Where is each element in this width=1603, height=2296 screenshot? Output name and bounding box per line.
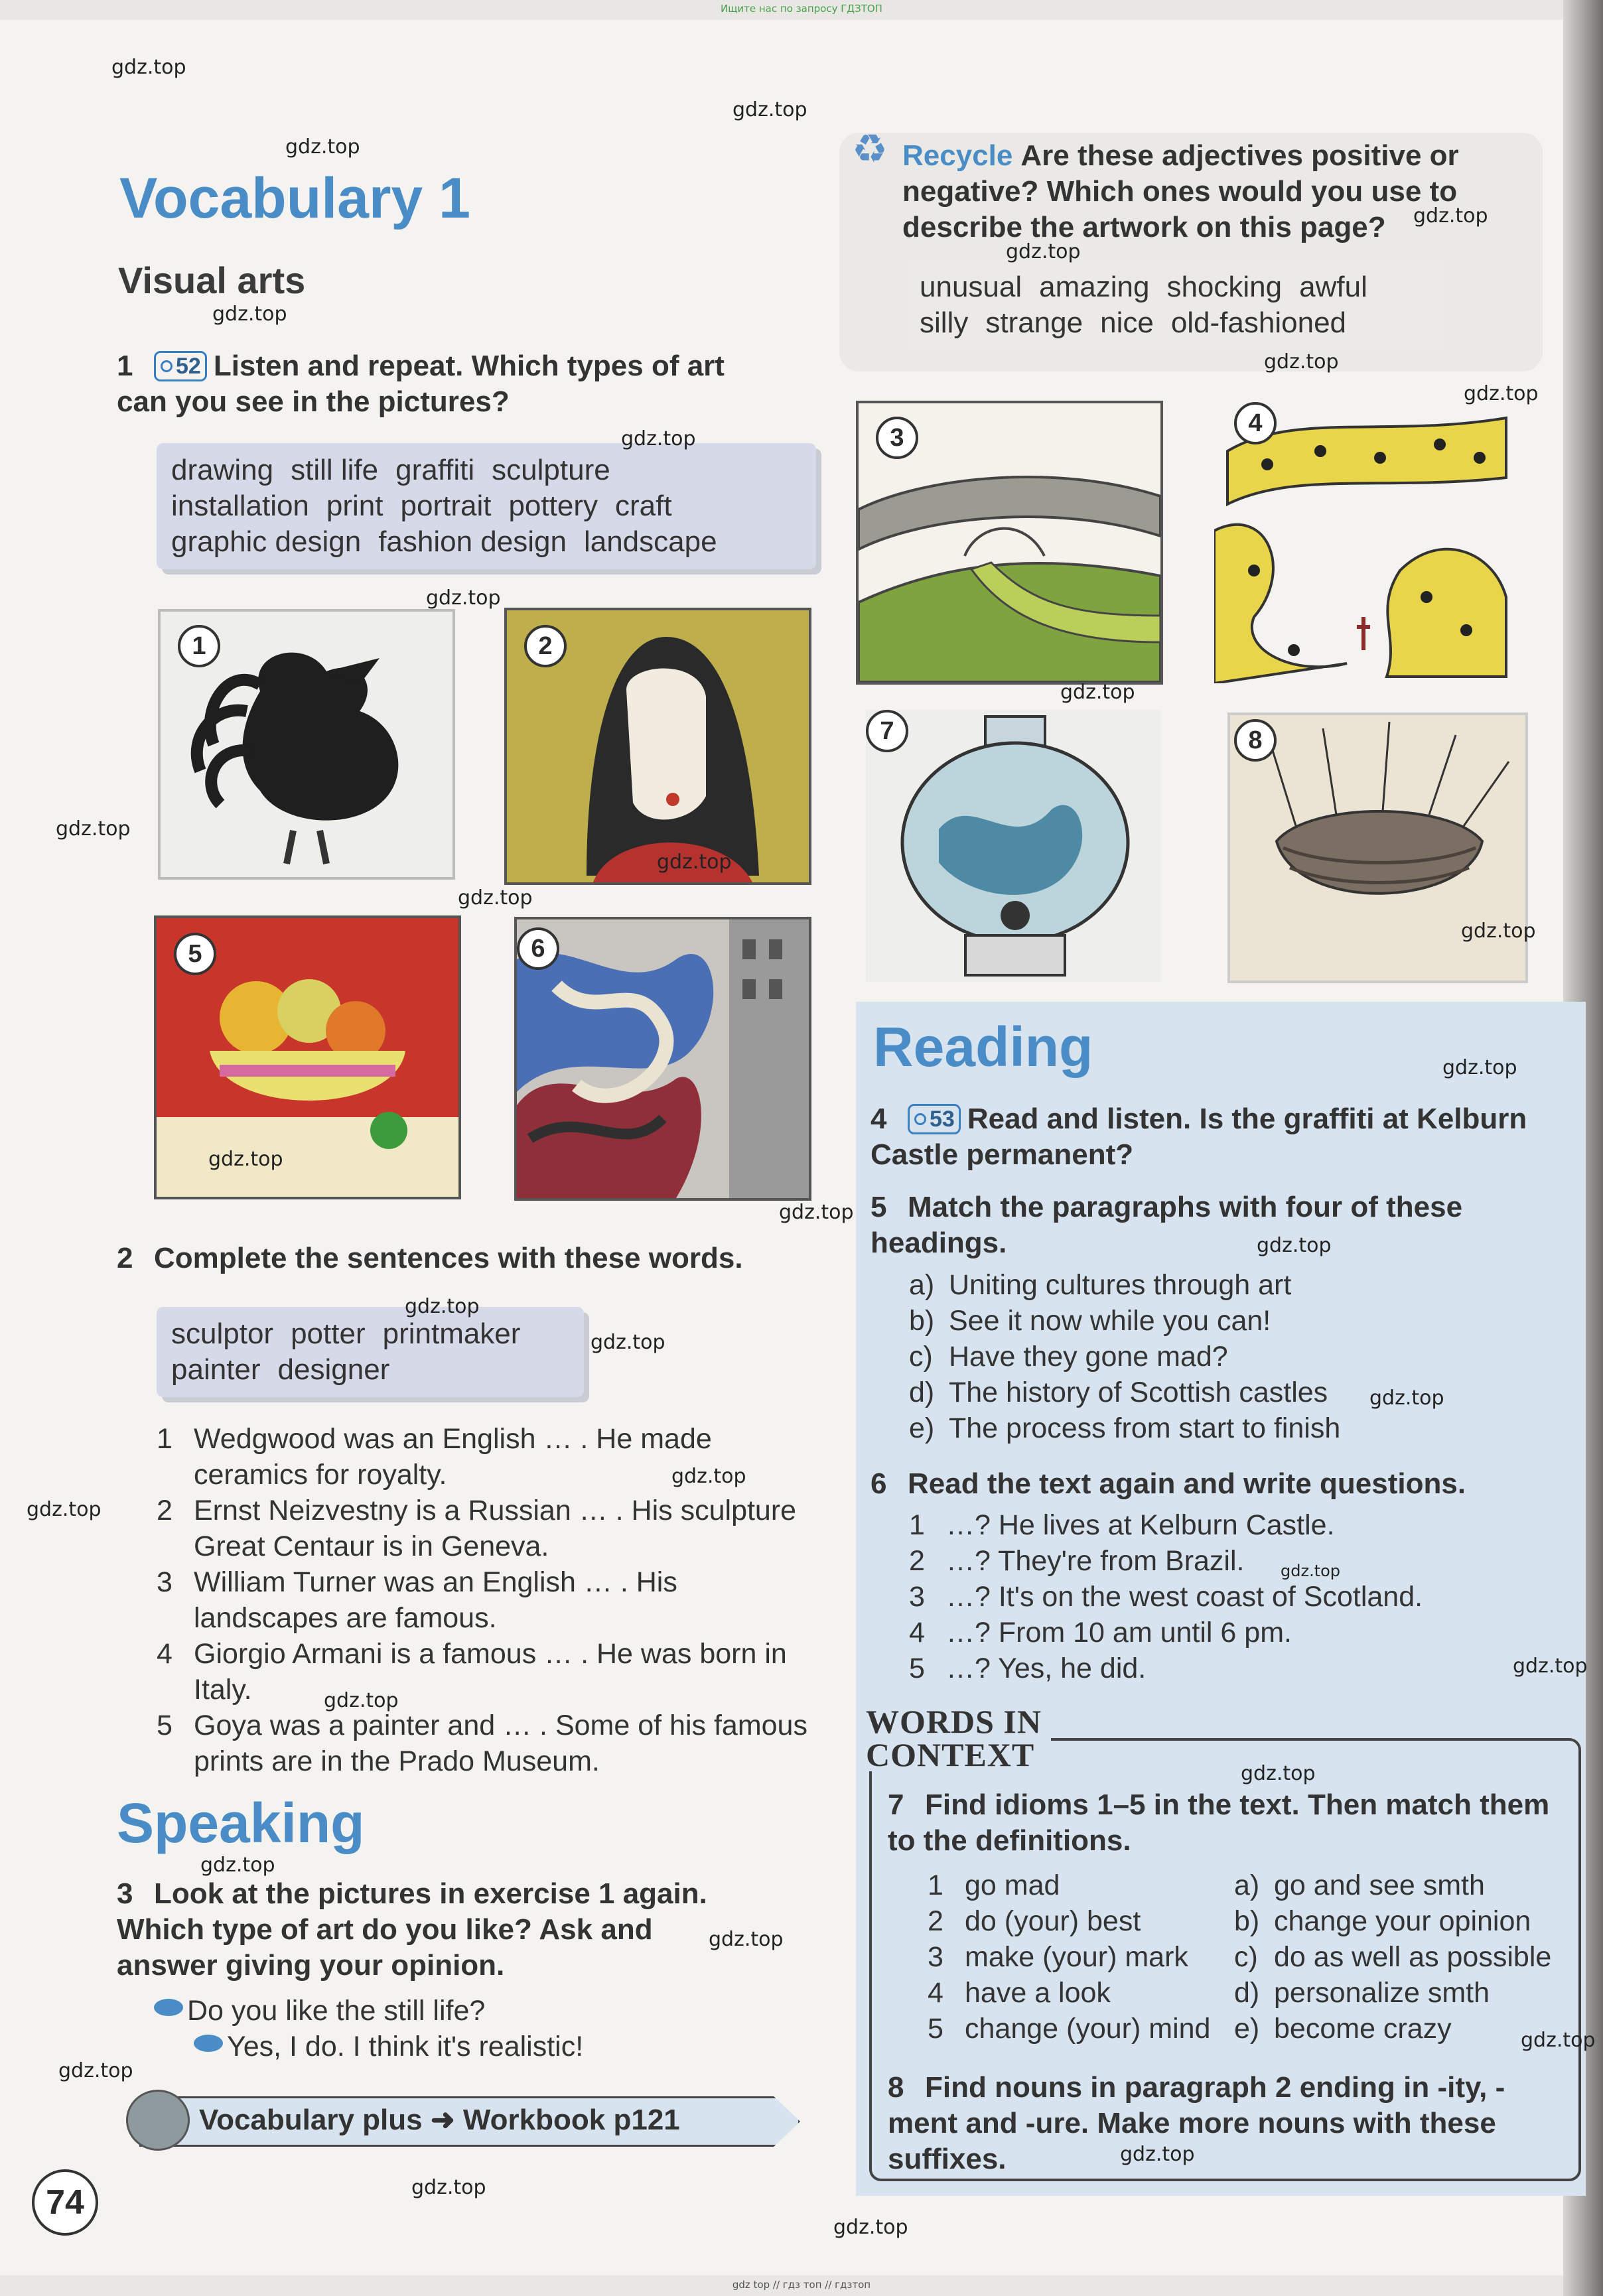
word-item: sculptor bbox=[171, 1317, 274, 1350]
list-item: a) go and see smth bbox=[1234, 1869, 1485, 1901]
list-item: d) personalize smth bbox=[1234, 1977, 1490, 2009]
exercise-number: 8 bbox=[888, 2071, 904, 2104]
picture-3-landscape bbox=[856, 401, 1163, 685]
watermark: gdz.top bbox=[208, 1148, 283, 1171]
list-item: e) The process from start to finish bbox=[909, 1412, 1341, 1444]
watermark: gdz.top bbox=[1006, 240, 1081, 263]
header-banner: Ищите нас по запросу ГДЗТОП bbox=[721, 3, 882, 15]
list-item: b) See it now while you can! bbox=[909, 1305, 1271, 1337]
watermark: gdz.top bbox=[56, 817, 131, 841]
watermark: gdz.top bbox=[285, 135, 360, 159]
exercise-6 bbox=[871, 1466, 1574, 1502]
watermark: gdz.top bbox=[426, 586, 501, 610]
list-item: 3 William Turner was an English … . His landscapes are famous. bbox=[157, 1566, 677, 1634]
exercise-number: 5 bbox=[871, 1191, 887, 1223]
picture-number: 7 bbox=[866, 710, 908, 752]
list-item: a) Uniting cultures through art bbox=[909, 1269, 1292, 1301]
speaking-heading: Speaking bbox=[117, 1792, 365, 1854]
exercise-8 bbox=[888, 2070, 1571, 2177]
picture-6-graffiti bbox=[514, 917, 811, 1201]
word-item: graffiti bbox=[395, 454, 475, 486]
watermark: gdz.top bbox=[591, 1331, 665, 1354]
word-item: installation bbox=[171, 490, 309, 522]
word-item: print bbox=[326, 490, 383, 522]
footer-banner: gdz top // гдз топ // гдзтоп bbox=[732, 2279, 871, 2291]
word-item: silly bbox=[920, 306, 969, 339]
exercise-instruction: Find nouns in paragraph 2 ending in -ity, -ment and -ure. Make more nouns with these suffixes. bbox=[888, 2071, 1505, 2175]
list-item: 5 Goya was a painter and … . Some of his famous prints are in the Prado Museum. bbox=[157, 1710, 807, 1777]
watermark: gdz.top bbox=[1413, 204, 1488, 228]
watermark: gdz.top bbox=[111, 56, 186, 79]
picture-2-portrait bbox=[504, 608, 811, 885]
exercise-7-definitions bbox=[1234, 1867, 1572, 2047]
watermark: gdz.top bbox=[1281, 1562, 1341, 1580]
picture-7-pottery bbox=[866, 710, 1161, 982]
list-item: 2 Ernst Neizvestny is a Russian … . His sculpture Great Centaur is in Geneva. bbox=[157, 1495, 797, 1562]
word-item: graphic design bbox=[171, 525, 362, 558]
list-item: 4 have a look bbox=[928, 1977, 1111, 2009]
watermark: gdz.top bbox=[1264, 350, 1339, 373]
word-item: still life bbox=[291, 454, 379, 486]
picture-number: 4 bbox=[1234, 402, 1277, 444]
word-item: amazing bbox=[1039, 271, 1150, 303]
word-item: drawing bbox=[171, 454, 274, 486]
picture-number: 1 bbox=[178, 625, 220, 667]
word-item: old-fashioned bbox=[1170, 306, 1347, 339]
word-item: unusual bbox=[920, 271, 1022, 303]
word-item: nice bbox=[1100, 306, 1154, 339]
list-item: d) The history of Scottish castles bbox=[909, 1377, 1328, 1408]
dialog-line: Do you like the still life? bbox=[154, 1993, 784, 2029]
speech-bubble-icon bbox=[154, 1999, 183, 2016]
exercise-number: 6 bbox=[871, 1467, 887, 1500]
list-item: 1 go mad bbox=[928, 1869, 1060, 1901]
audio-track-badge[interactable]: 53 bbox=[908, 1104, 961, 1134]
word-item: craft bbox=[614, 490, 672, 522]
watermark: gdz.top bbox=[324, 1689, 399, 1712]
watermark: gdz.top bbox=[405, 1295, 480, 1318]
list-item: 1 Wedgwood was an English … . He made ceramics for royalty. bbox=[157, 1423, 712, 1491]
watermark: gdz.top bbox=[621, 427, 696, 450]
exercise-7 bbox=[888, 1787, 1571, 1859]
speaking-dialog bbox=[154, 1993, 784, 2064]
watermark: gdz.top bbox=[1461, 919, 1536, 943]
picture-number: 5 bbox=[174, 933, 216, 975]
exercise-instruction: Are these adjectives positive or negative? Which ones would you use to describe the artwork on this page? bbox=[902, 139, 1459, 243]
word-item: shocking bbox=[1166, 271, 1283, 303]
word-box-artists bbox=[157, 1307, 584, 1397]
watermark: gdz.top bbox=[732, 98, 807, 121]
book-icon bbox=[126, 2090, 190, 2151]
word-item: designer bbox=[277, 1353, 390, 1386]
exercise-6-answers bbox=[909, 1507, 1559, 1686]
exercise-number: 1 bbox=[117, 350, 133, 382]
exercise-number: 4 bbox=[871, 1103, 887, 1135]
list-item: 3 make (your) mark bbox=[928, 1941, 1188, 1973]
section-subtitle: Visual arts bbox=[118, 259, 306, 301]
watermark: gdz.top bbox=[58, 2059, 133, 2082]
exercise-number: 3 bbox=[117, 1877, 133, 1910]
watermark: gdz.top bbox=[1257, 1234, 1332, 1257]
exercise-instruction: Read and listen. Is the graffiti at Kelburn Castle permanent? bbox=[871, 1103, 1527, 1171]
watermark: gdz.top bbox=[1120, 2143, 1195, 2166]
reading-heading: Reading bbox=[873, 1016, 1093, 1078]
exercise-7-idioms bbox=[928, 1867, 1246, 2047]
speech-bubble-icon bbox=[194, 2035, 223, 2052]
words-in-context-title: WORDS IN CONTEXT bbox=[866, 1705, 1051, 1771]
watermark: gdz.top bbox=[27, 1498, 102, 1521]
word-item: awful bbox=[1299, 271, 1367, 303]
word-item: potter bbox=[291, 1317, 366, 1350]
exercise-instruction: Match the paragraphs with four of these headings. bbox=[871, 1191, 1463, 1259]
audio-track-badge[interactable]: 52 bbox=[154, 351, 207, 381]
watermark: gdz.top bbox=[709, 1928, 784, 1951]
page-title: Vocabulary 1 bbox=[119, 167, 470, 230]
list-item: 5 change (your) mind bbox=[928, 2013, 1211, 2045]
list-item: 5 …? Yes, he did. bbox=[909, 1653, 1147, 1684]
word-item: painter bbox=[171, 1353, 261, 1386]
watermark: gdz.top bbox=[212, 303, 287, 326]
list-item: 4 …? From 10 am until 6 pm. bbox=[909, 1617, 1292, 1649]
watermark: gdz.top bbox=[833, 2216, 908, 2239]
graffiti-illustration bbox=[517, 919, 809, 1198]
exercise-instruction: Read the text again and write questions. bbox=[908, 1467, 1466, 1500]
watermark: gdz.top bbox=[657, 850, 732, 874]
dialog-line: Yes, I do. I think it's realistic! bbox=[154, 2029, 784, 2064]
watermark: gdz.top bbox=[1442, 1056, 1517, 1079]
picture-number: 2 bbox=[524, 625, 567, 667]
list-item: 2 do (your) best bbox=[928, 1905, 1141, 1937]
exercise-number: 2 bbox=[117, 1242, 133, 1274]
word-box-art-types bbox=[157, 443, 816, 569]
word-item: fashion design bbox=[378, 525, 567, 558]
picture-5-still-life bbox=[154, 915, 461, 1199]
pottery-illustration bbox=[866, 710, 1161, 982]
exercise-instruction: Listen and repeat. Which types of art can you see in the pictures? bbox=[117, 350, 725, 418]
watermark: gdz.top bbox=[1369, 1386, 1444, 1410]
word-item: printmaker bbox=[382, 1317, 521, 1350]
picture-1-rooster bbox=[158, 609, 455, 880]
page-number: 74 bbox=[32, 2169, 98, 2236]
exercise-instruction: Look at the pictures in exercise 1 again. Which type of art do you like? Ask and answer giving your opinion. bbox=[117, 1877, 707, 1982]
exercise-1 bbox=[117, 348, 780, 420]
word-item: strange bbox=[985, 306, 1083, 339]
exercise-number: 7 bbox=[888, 1789, 904, 1821]
picture-number: 3 bbox=[876, 417, 918, 459]
list-item: e) become crazy bbox=[1234, 2013, 1452, 2045]
picture-number: 8 bbox=[1234, 719, 1277, 762]
word-item: sculpture bbox=[492, 454, 610, 486]
list-item: 2 …? They're from Brazil. bbox=[909, 1545, 1245, 1577]
list-item: 3 …? It's on the west coast of Scotland. bbox=[909, 1581, 1423, 1613]
watermark: gdz.top bbox=[671, 1465, 746, 1488]
picture-4-installation bbox=[1214, 398, 1519, 683]
exercise-2 bbox=[117, 1241, 813, 1276]
list-item: c) do as well as possible bbox=[1234, 1941, 1552, 1973]
watermark: gdz.top bbox=[1060, 681, 1135, 704]
vocabulary-plus-label[interactable]: Vocabulary plus ➜ Workbook p121 bbox=[199, 2104, 680, 2136]
list-item: 4 Giorgio Armani is a famous … . He was born in Italy. bbox=[157, 1638, 787, 1706]
word-item: landscape bbox=[583, 525, 717, 558]
watermark: gdz.top bbox=[1513, 1654, 1588, 1678]
watermark: gdz.top bbox=[411, 2176, 486, 2199]
word-item: pottery bbox=[508, 490, 598, 522]
exercise-5 bbox=[871, 1189, 1534, 1261]
word-item: portrait bbox=[400, 490, 492, 522]
watermark: gdz.top bbox=[1464, 382, 1539, 405]
word-box-adjectives bbox=[906, 260, 1444, 350]
list-item: c) Have they gone mad? bbox=[909, 1341, 1228, 1373]
recycle-exercise bbox=[902, 138, 1499, 245]
watermark: gdz.top bbox=[200, 1854, 275, 1877]
watermark: gdz.top bbox=[458, 886, 533, 910]
recycle-icon: ♻ bbox=[852, 127, 888, 171]
exercise-instruction: Find idioms 1–5 in the text. Then match them to the definitions. bbox=[888, 1789, 1550, 1857]
list-item: b) change your opinion bbox=[1234, 1905, 1531, 1937]
watermark: gdz.top bbox=[1241, 1762, 1316, 1785]
recycle-label: Recycle bbox=[902, 139, 1013, 172]
exercise-5-headings bbox=[909, 1267, 1559, 1446]
exercise-4 bbox=[871, 1101, 1574, 1173]
picture-number: 6 bbox=[517, 927, 559, 970]
watermark: gdz.top bbox=[1521, 2029, 1596, 2052]
exercise-instruction: Complete the sentences with these words. bbox=[154, 1242, 743, 1274]
exercise-3 bbox=[117, 1876, 734, 1984]
list-item: 1 …? He lives at Kelburn Castle. bbox=[909, 1509, 1335, 1541]
watermark: gdz.top bbox=[779, 1201, 854, 1224]
